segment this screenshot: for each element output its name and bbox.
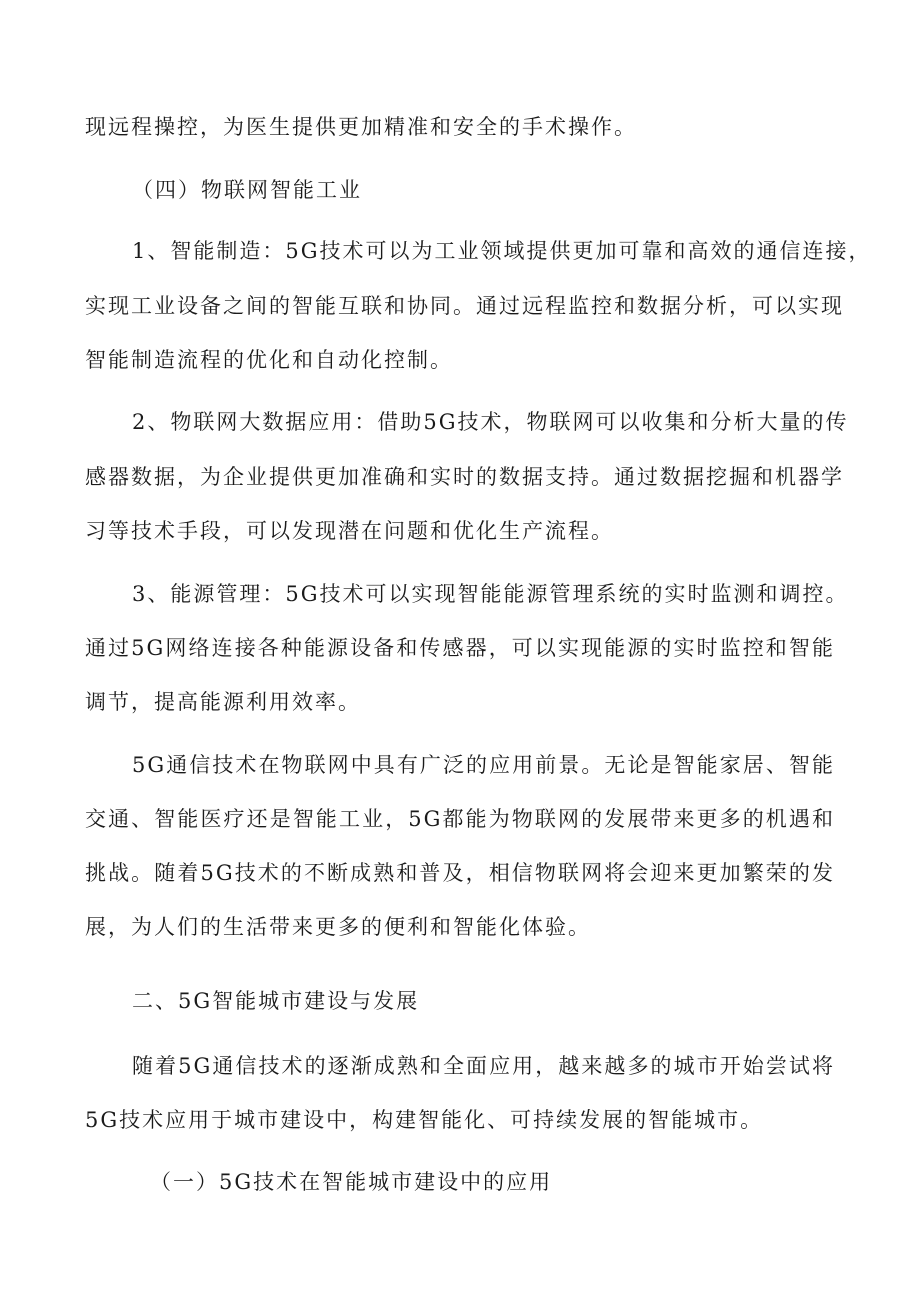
paragraph-line: 交通、智能医疗还是智能工业，5G都能为物联网的发展带来更多的机遇和: [85, 807, 835, 831]
paragraph-line: 通过5G网络连接各种能源设备和传感器，可以实现能源的实时监控和智能: [85, 636, 835, 660]
paragraph-line: 5G通信技术在物联网中具有广泛的应用前景。无论是智能家居、智能: [132, 753, 835, 777]
paragraph-line: 现远程操控，为医生提供更加精准和安全的手术操作。: [85, 115, 637, 139]
paragraph-line: 实现工业设备之间的智能互联和协同。通过远程监控和数据分析，可以实现: [85, 294, 844, 318]
section-heading: （四）物联网智能工业: [132, 178, 362, 202]
paragraph-line: 调节，提高能源利用效率。: [85, 690, 361, 714]
paragraph-line: 2、物联网大数据应用：借助5G技术，物联网可以收集和分析大量的传: [132, 410, 849, 434]
paragraph-line: 感器数据，为企业提供更加准确和实时的数据支持。通过数据挖掘和机器学: [85, 465, 844, 489]
paragraph-line: 5G技术应用于城市建设中，构建智能化、可持续发展的智能城市。: [85, 1108, 764, 1132]
paragraph-line: 挑战。随着5G技术的不断成熟和普及，相信物联网将会迎来更加繁荣的发: [85, 861, 835, 885]
paragraph-line: 3、能源管理：5G技术可以实现智能能源管理系统的实时监测和调控。: [132, 582, 849, 606]
chapter-heading: 二、5G智能城市建设与发展: [132, 989, 420, 1013]
paragraph-line: 随着5G通信技术的逐渐成熟和全面应用，越来越多的城市开始尝试将: [132, 1054, 835, 1078]
paragraph-line: 1、智能制造：5G技术可以为工业领域提供更加可靠和高效的通信连接，: [132, 239, 872, 263]
paragraph-line: 智能制造流程的优化和自动化控制。: [85, 348, 453, 372]
section-heading: （一）5G技术在智能城市建设中的应用: [150, 1170, 553, 1194]
paragraph-line: 习等技术手段，可以发现潜在问题和优化生产流程。: [85, 519, 614, 543]
paragraph-line: 展，为人们的生活带来更多的便利和智能化体验。: [85, 915, 591, 939]
